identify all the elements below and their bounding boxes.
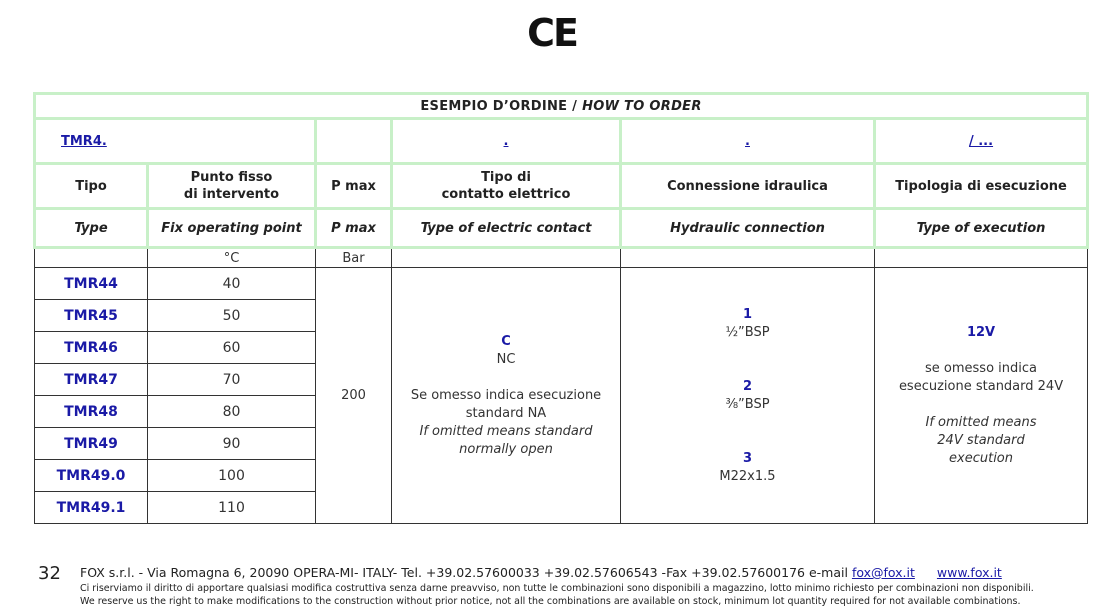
temp-cell: 80 [148,396,316,428]
pmax-cell: 200 [316,268,392,524]
units-empty-hydraulic [621,248,875,268]
header-en-execution: Type of execution [875,209,1088,248]
header-it-execution: Tipologia di esecuzione [875,164,1088,209]
header-it-setpoint: Punto fisso di intervento [148,164,316,209]
hydraulic-label-2: ⅜”BSP [725,396,770,412]
header-en-setpoint: Fix operating point [148,209,316,248]
contact-default-en: If omitted means standard normally open [419,423,593,457]
code-base-cell [35,119,316,164]
model-cell: TMR44 [35,268,148,300]
model-cell: TMR46 [35,332,148,364]
hydraulic-code-1: 1 [742,306,753,322]
footer-note-it: Ci riserviamo il diritto di apportare qualsiasi modifica costruttiva senza darne preavviso, non tutte le combinazioni sono disponibili a magazzino, lotto minimo richiesto per combinazioni non disponibili. [80,583,1034,594]
execution-default-it: se omesso indica esecuzione standard 24V [898,360,1064,394]
header-en-pmax: P max [316,209,392,248]
order-table [33,92,1089,524]
code-suffix-cell [875,119,1088,164]
footer-email-link[interactable]: fox@fox.it [851,565,915,580]
execution-cell [875,268,1088,524]
order-title [35,94,1088,119]
model-cell: TMR47 [35,364,148,396]
hydraulic-label-3: M22x1.5 [719,468,776,484]
execution-code: 12V [966,324,996,340]
model-cell: TMR48 [35,396,148,428]
footer-address [80,565,1002,580]
temp-cell: 50 [148,300,316,332]
contact-cell [392,268,621,524]
contact-default-it: Se omesso indica esecuzione standard NA [410,387,602,421]
ce-mark: CE [527,11,577,55]
units-empty-execution [875,248,1088,268]
footer-note-en: We reserve us the right to make modifications to the construction without prior notice, not all the combinations are available on stock, minimum lot quantity required for not available combinations. [80,596,1021,607]
title-it: ESEMPIO D’ORDINE / [420,98,583,114]
header-it-pmax: P max [316,164,392,209]
code-sep1-cell [392,119,621,164]
code-sep2-link[interactable]: . [745,133,750,149]
code-empty-cell [316,119,392,164]
temp-cell: 60 [148,332,316,364]
units-empty-contact [392,248,621,268]
contact-code-label: NC [496,351,516,367]
model-cell: TMR45 [35,300,148,332]
code-sep1-link[interactable]: . [503,133,509,149]
header-it-hydraulic: Connessione idraulica [621,164,875,209]
hydraulic-code-3: 3 [742,450,753,466]
header-it-type: Tipo [35,164,148,209]
contact-code: C [501,333,511,349]
model-cell: TMR49.1 [35,492,148,524]
footer-address-text: FOX s.r.l. - Via Romagna 6, 20090 OPERA-MI- ITALY- Tel. +39.02.57600033 +39.02.57606543 -Fax +39.02.57600176 e-mail [80,565,852,580]
code-suffix-link[interactable]: / ... [968,133,994,149]
header-en-hydraulic: Hydraulic connection [621,209,875,248]
hydraulic-cell [621,268,875,524]
header-it-contact: Tipo di contatto elettrico [392,164,621,209]
units-temp: °C [148,248,316,268]
footer-website-link[interactable]: www.fox.it [936,565,1002,580]
code-sep2-cell [621,119,875,164]
temp-cell: 90 [148,428,316,460]
hydraulic-code-2: 2 [742,378,753,394]
temp-cell: 70 [148,364,316,396]
model-cell: TMR49.0 [35,460,148,492]
header-en-type: Type [35,209,148,248]
temp-cell: 110 [148,492,316,524]
units-pressure: Bar [316,248,392,268]
units-empty [35,248,148,268]
temp-cell: 100 [148,460,316,492]
model-cell: TMR49 [35,428,148,460]
title-en: HOW TO ORDER [582,98,702,114]
execution-default-en: If omitted means 24V standard execution [925,414,1037,466]
page-number: 32 [38,563,61,584]
code-base-link[interactable]: TMR4. [61,133,107,149]
header-en-contact: Type of electric contact [392,209,621,248]
temp-cell: 40 [148,268,316,300]
hydraulic-label-1: ½”BSP [725,324,770,340]
